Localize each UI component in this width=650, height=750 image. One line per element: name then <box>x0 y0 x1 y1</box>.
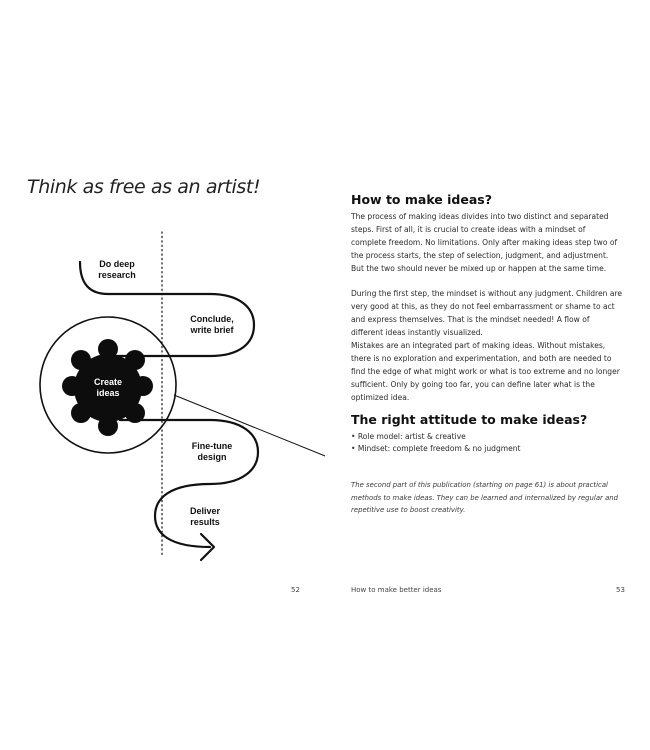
section-heading-right-attitude: The right attitude to make ideas? <box>351 411 588 427</box>
stage-deliver-results: Deliver results <box>189 506 221 527</box>
stage-fine-tune-design: Fine-tune design <box>191 441 233 462</box>
italic-note: The second part of this publication (starting on page 61) is about practical methods to make ideas. They can be learned and internalized by regular and repetitive use to boost creativity. <box>351 481 619 515</box>
right-page-number: 53 <box>616 586 625 594</box>
stage-conclude-write-brief: Conclude, write brief <box>190 314 234 335</box>
section-heading-how-to-make-ideas: How to make ideas? <box>351 192 492 207</box>
paragraph-1: The process of making ideas divides into two distinct and separated steps. First of all, it is crucial to create ideas with a mindset of complete freedom. No limitations. Only after making ideas step two of the process starts, the step of selection, judgment, and adjustment. But the two should never be mixed up or happen at the same time. <box>351 212 618 273</box>
paragraph-3: Mistakes are an integrated part of making ideas. Without mistakes, there is no exploration and experimentation, and both are needed to find the edge of what might work or what is too extreme and no longer sufficient. Only by going too far, you can define later what is the optimized idea. <box>351 341 620 402</box>
left-page-number: 52 <box>291 586 300 594</box>
page-title: Think as free as an artist! <box>27 176 261 198</box>
process-diagram <box>0 0 325 600</box>
right-page-body <box>351 192 623 517</box>
list-item: • Role model: artist & creative <box>351 431 466 441</box>
running-title: How to make better ideas <box>351 586 442 594</box>
stage-create-ideas: Create ideas <box>93 377 122 398</box>
stage-do-deep-research: Do deep research <box>98 259 136 280</box>
list-item: • Mindset: complete freedom & no judgment <box>351 444 521 454</box>
paragraph-2: During the first step, the mindset is without any judgment. Children are very good at this, as they do not feel embarrassment or shame to act and express themselves. That is the mindset needed! A flow of different ideas instantly visualized. <box>351 289 623 338</box>
attitude-list <box>351 431 623 457</box>
